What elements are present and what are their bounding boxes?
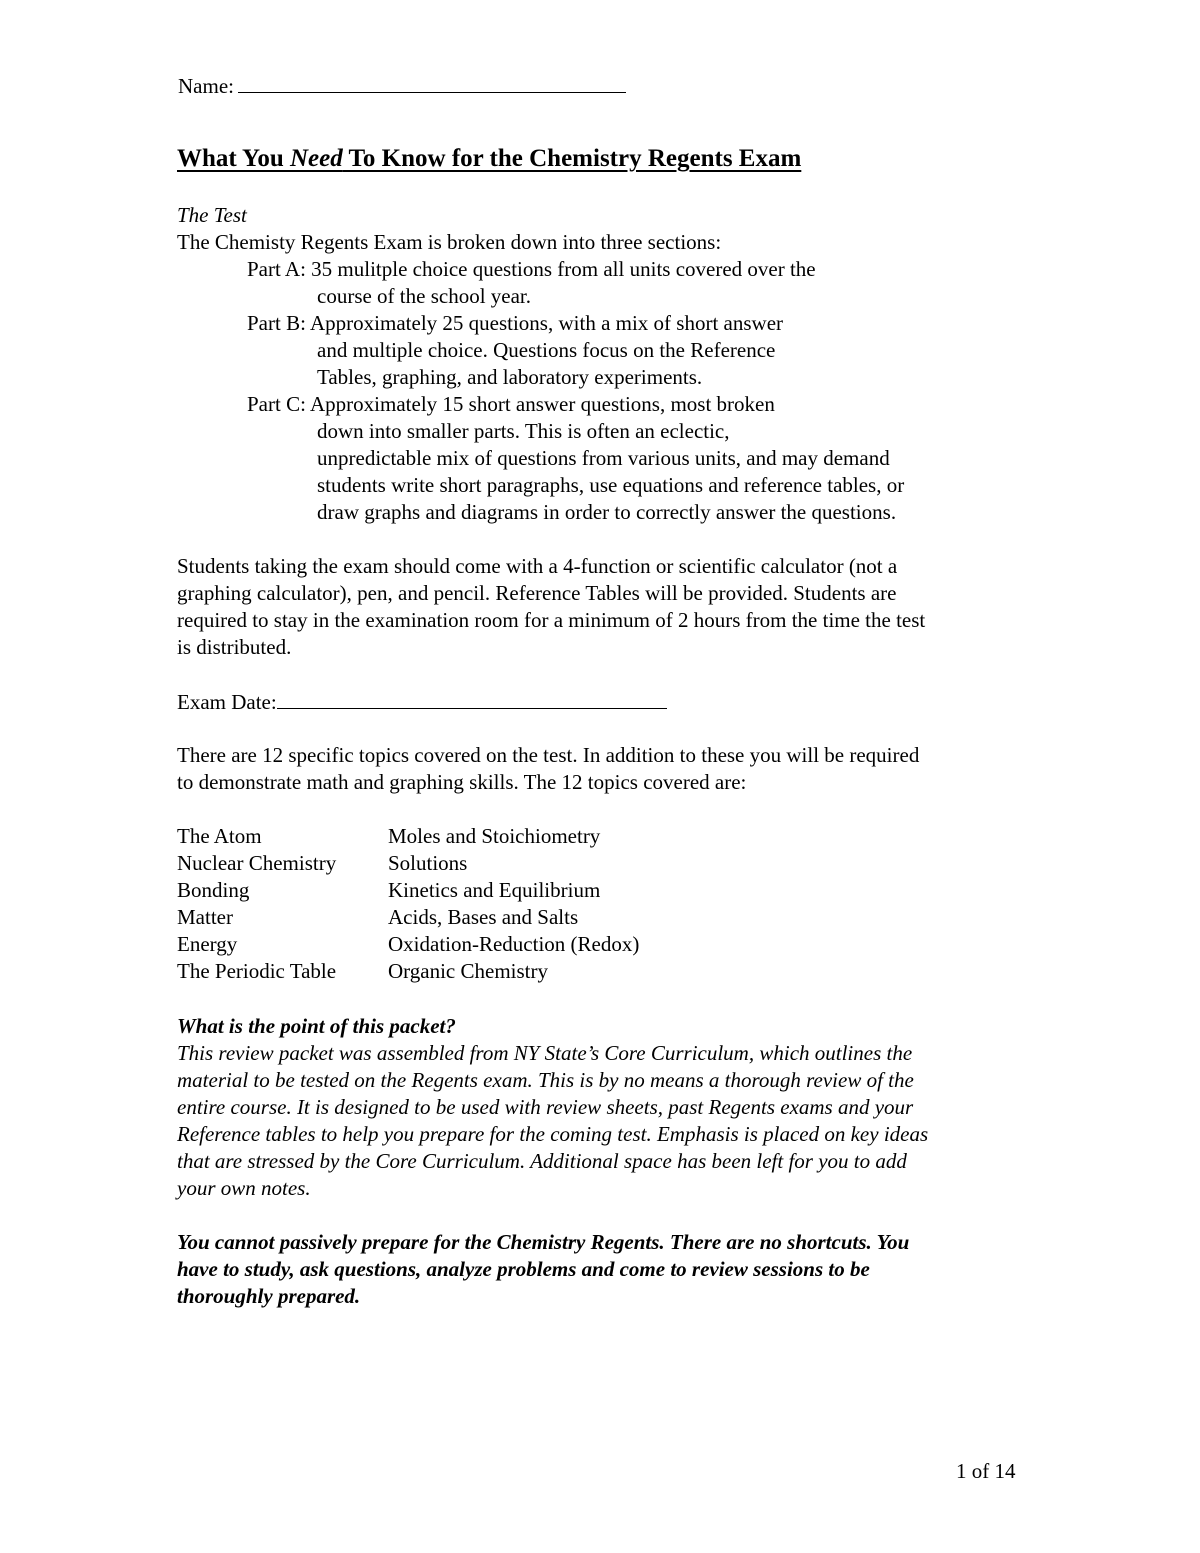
paragraph-line: There are 12 specific topics covered on the test. In addition to these you will be required xyxy=(177,743,920,767)
page-title xyxy=(177,144,801,174)
point-body xyxy=(177,1040,1037,1202)
topic-item: Solutions xyxy=(388,851,468,875)
exam-date-field xyxy=(177,688,667,716)
exam-date-blank-line xyxy=(277,688,667,709)
topics-intro xyxy=(177,742,1037,796)
topic-item: Bonding xyxy=(177,878,250,902)
name-blank-line xyxy=(238,72,626,93)
title-part-1: What You xyxy=(177,145,290,172)
name-field xyxy=(178,72,626,100)
paragraph-line: your own notes. xyxy=(177,1176,311,1200)
topic-row xyxy=(177,823,639,850)
test-intro: The Chemisty Regents Exam is broken down into three sections: xyxy=(177,230,722,254)
part-c xyxy=(247,391,904,526)
topic-row xyxy=(177,931,639,958)
part-a xyxy=(247,256,816,310)
part-a-line: Part A: 35 mulitple choice questions from all units covered over the xyxy=(247,257,816,281)
topic-item: The Atom xyxy=(177,824,262,848)
closing-statement xyxy=(177,1229,1037,1310)
paragraph-line: is distributed. xyxy=(177,635,292,659)
paragraph-line: graphing calculator), pen, and pencil. Reference Tables will be provided. Students are xyxy=(177,581,897,605)
topic-item: Acids, Bases and Salts xyxy=(388,905,579,929)
part-b-line: Part B: Approximately 25 questions, with a mix of short answer xyxy=(247,311,784,335)
page-number: 1 of 14 xyxy=(956,1459,1016,1483)
part-c-line: students write short paragraphs, use equations and reference tables, or xyxy=(317,473,905,497)
paragraph-line: that are stressed by the Core Curriculum. Additional space has been left for you to add xyxy=(177,1149,907,1173)
topics-list xyxy=(177,823,639,985)
topic-item: The Periodic Table xyxy=(177,959,337,983)
paragraph-line: Students taking the exam should come with a 4-function or scientific calculator (not a xyxy=(177,554,898,578)
part-b-line: Tables, graphing, and laboratory experiments. xyxy=(317,365,703,389)
name-label: Name: xyxy=(178,74,234,98)
topic-row xyxy=(177,958,639,985)
topic-row xyxy=(177,877,639,904)
part-c-line: down into smaller parts. This is often an eclectic, xyxy=(317,419,730,443)
topic-item: Kinetics and Equilibrium xyxy=(388,878,601,902)
part-b-line: and multiple choice. Questions focus on the Reference xyxy=(317,338,776,362)
topic-row xyxy=(177,904,639,931)
paragraph-line: This review packet was assembled from NY State’s Core Curriculum, which outlines the xyxy=(177,1041,913,1065)
paragraph-line: have to study, ask questions, analyze problems and come to review sessions to be xyxy=(177,1257,870,1281)
topic-item: Nuclear Chemistry xyxy=(177,851,337,875)
title-part-2: To Know for the Chemistry Regents Exam xyxy=(342,145,802,172)
paragraph-line: material to be tested on the Regents exam. This is by no means a thorough review of the xyxy=(177,1068,914,1092)
part-c-line: unpredictable mix of questions from various units, and may demand xyxy=(317,446,890,470)
paragraph-line: thoroughly prepared. xyxy=(177,1284,361,1308)
part-c-line: draw graphs and diagrams in order to correctly answer the questions. xyxy=(317,500,897,524)
topic-item: Energy xyxy=(177,932,238,956)
topic-row xyxy=(177,850,639,877)
exam-date-label: Exam Date: xyxy=(177,690,277,714)
test-section-label: The Test xyxy=(177,203,247,227)
students-paragraph xyxy=(177,553,1037,661)
part-a-line: course of the school year. xyxy=(317,284,532,308)
topic-item: Oxidation-Reduction (Redox) xyxy=(388,932,640,956)
part-b xyxy=(247,310,783,391)
part-c-line: Part C: Approximately 15 short answer questions, most broken xyxy=(247,392,775,416)
topic-item: Organic Chemistry xyxy=(388,959,549,983)
paragraph-line: required to stay in the examination room for a minimum of 2 hours from the time the test xyxy=(177,608,926,632)
paragraph-line: entire course. It is designed to be used with review sheets, past Regents exams and your xyxy=(177,1095,914,1119)
paragraph-line: to demonstrate math and graphing skills. The 12 topics covered are: xyxy=(177,770,747,794)
paragraph-line: You cannot passively prepare for the Chemistry Regents. There are no shortcuts. You xyxy=(177,1230,910,1254)
point-heading: What is the point of this packet? xyxy=(177,1014,456,1038)
paragraph-line: Reference tables to help you prepare for the coming test. Emphasis is placed on key ideas xyxy=(177,1122,929,1146)
title-emphasis: Need xyxy=(290,145,343,172)
topic-item: Matter xyxy=(177,905,233,929)
topic-item: Moles and Stoichiometry xyxy=(388,824,601,848)
